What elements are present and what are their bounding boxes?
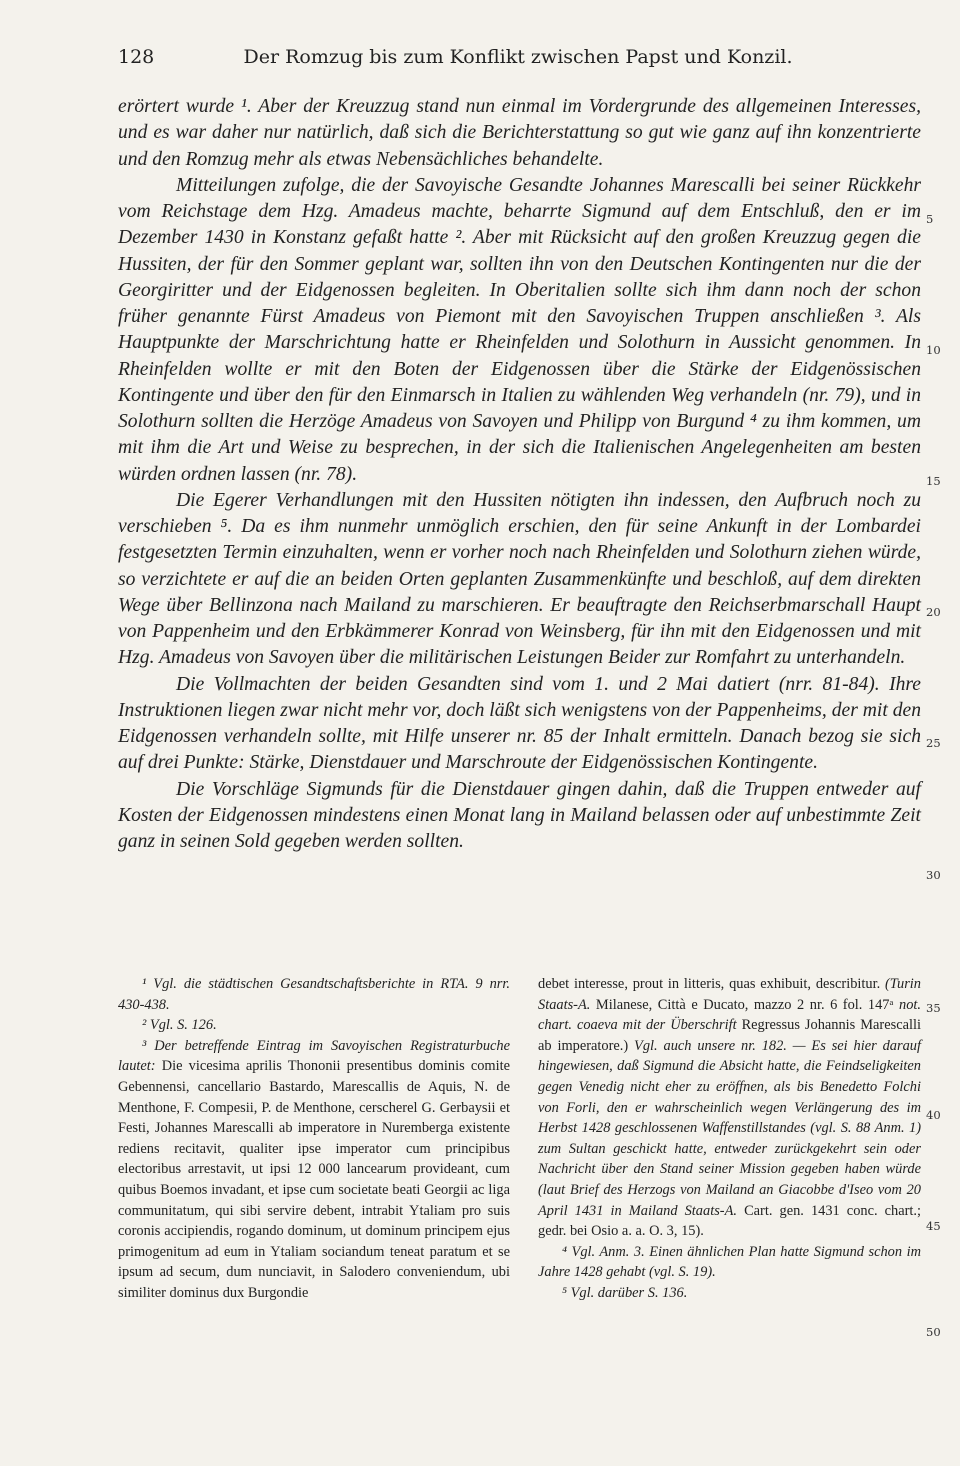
- running-title: Der Romzug bis zum Konflikt zwischen Papst und Konzil.: [243, 46, 793, 68]
- line-number: 10: [926, 343, 941, 357]
- page-number: 128: [118, 46, 155, 68]
- footnotes-right-column: [538, 974, 921, 1304]
- line-number: 50: [926, 1325, 941, 1339]
- footnote-3-archive: Milanese, Città e Ducato, mazzo 2 nr. 6 fol. 147ᵃ: [595, 996, 894, 1013]
- paragraph-1: erörtert wurde ¹. Aber der Kreuzzug stand nun einmal im Vordergrunde des allgemeinen Interesses, und es war daher nur natürlich, daß sich die Berichterstattung so gut wie ganz auf ihn konzentrierte und den Romzug mehr als etwas Nebensächliches behandelte.: [118, 96, 921, 170]
- footnote-3-citation: Cart. gen. 1431 conc. chart.; gedr. bei Osio a. a. O. 3, 15).: [538, 1202, 921, 1240]
- footnote-4: ⁴ Vgl. Anm. 3. Einen ähnlichen Plan hatte Sigmund schon im Jahre 1428 gehabt (vgl. S. 19).: [538, 1243, 921, 1281]
- footnote-3-heading: Regressus Johannis Marescalli ab imperatore.): [538, 1017, 921, 1054]
- paragraph-2: Mitteilungen zufolge, die der Savoyische Gesandte Johannes Marescalli bei seiner Rückkehr vom Reichstage dem Hzg. Amadeus machte, beharrte Sigmund auf dem Entschluß, den er im Dezember 1430 in Konstanz gefaßt hatte ². Aber mit Rücksicht auf den großen Kreuzzug gegen die Hussiten, der für den Sommer geplant war, sollten ihn von den Deutschen Kontingenten nur die der Georgiritter und der Eidgenossen begleiten. In Oberitalien sollte sich ihm dann noch der schon früher genannte Fürst Amadeus von Piemont mit den Savoyischen Truppen anschließen ³. Als Hauptpunkte der Marschrichtung hatte er Rheinfelden und Solothurn in Aussicht genommen. In Rheinfelden wollte er mit den Boten der Eidgenossen über die Stärke der Eidgenössischen Kontingente und über den für den Einmarsch in Italien zu wählenden Weg verhandeln (nr. 79), und in Solothurn sollten die Herzöge Amadeus von Savoyen und Philipp von Burgund ⁴ zu ihm kommen, um mit ihm die Art und Weise zu besprechen, in der sich die Italienischen Angelegenheiten am besten würden ordnen lassen (nr. 78).: [118, 174, 921, 485]
- footnote-3-source: (Turin Staats-A.: [538, 976, 921, 1013]
- paragraph-3: Die Egerer Verhandlungen mit den Hussiten nötigten ihn indessen, den Aufbruch noch zu verschieben ⁵. Da es ihm nunmehr unmöglich erschien, den für seine Ankunft in der Lombardei festgesetzten Termin einzuhalten, wenn er vorher noch nach Rheinfelden und Solothurn ziehen würde, so verzichtete er auf die an beiden Orten geplanten Zusammenkünfte und beschloß, auf dem direkten Wege über Bellinzona nach Mailand zu marschieren. Er beauftragte den Reichserbmarschall Haupt von Pappenheim und den Erbkämmerer Konrad von Weinsberg, für ihn mit den Eidgenossen und mit Hzg. Amadeus von Savoyen über die militärischen Leistungen Beider zur Romfahrt zu unterhandeln.: [118, 489, 921, 669]
- line-number: 5: [926, 212, 934, 226]
- line-number: 30: [926, 868, 941, 882]
- footnote-1: ¹ Vgl. die städtischen Gesandtschaftsberichte in RTA. 9 nrr. 430-438.: [118, 976, 510, 1013]
- footnote-5: ⁵ Vgl. darüber S. 136.: [562, 1284, 688, 1301]
- footnote-3: [118, 1036, 510, 1304]
- paragraph-5: Die Vorschläge Sigmunds für die Dienstdauer gingen dahin, daß die Truppen entweder auf Kosten der Eidgenossen mindestens einen Monat lang in Mailand belassen oder auf unbestimmte Zeit ganz in seinen Sold gegeben werden sollten.: [118, 778, 921, 852]
- line-number: 15: [926, 474, 941, 488]
- footnote-3-note: not. chart. coaeva mit der Überschrift: [538, 996, 921, 1034]
- page-header: [118, 46, 918, 76]
- line-number: 35: [926, 1001, 941, 1015]
- footnote-3-quote: Die vicesima aprilis Thononii presentibus dominis comite Gebennensi, cancellario Bastardo, Marescallis de Aquis, N. de Menthone, F. Compesii, P. de Menthone, cerscherel G. Gerbaysii et Festi, Johannes Marescalli ab imperatore in Nuremberga existente rediens recitavit, qualiter ipse imperator cum principibus electoribus arrestavit, ut ipsi 12 000 lancearum provideant, cum quibus Boemos invadant, et ipse cum societate beati Georgii ac liga communitatum, qui sibi servire debent, intrabit Ytaliam pro suis coronis accipiendis, rogando dominum, ut dominum principem ejus primogenitum ad eum in Ytaliam sociandum teneat paratum et se ipsum ad secum, dum nunciavit, in Salodero conveniendum, ubi similiter dominus dux Burgondie: [118, 1058, 510, 1301]
- main-text: [118, 94, 921, 855]
- footnote-3-remark: Vgl. auch unsere nr. 182. — Es sei hier darauf hingewiesen, daß Sigmund die Absicht hatte, die Feindseligkeiten gegen Venedig nicht eher zu eröffnen, als bis Benedetto Folchi von Forli, den er wahrscheinlich wegen Verlängerung des im Herbst 1428 geschlossenen Waffenstillstandes (vgl. S. 88 Anm. 1) zum Sultan geschickt hatte, entweder zurückgekehrt sein oder Nachricht über den Stand seiner Mission gegeben haben würde (laut Brief des Herzogs von Mailand an Giacobbe d'Iseo vom 20 April 1431 in Mailand Staats-A.: [538, 1037, 921, 1219]
- line-number: 20: [926, 605, 941, 619]
- footnote-3-quote-end: debet interesse, prout in litteris, quas exhibuit, describitur.: [538, 976, 881, 992]
- line-number: 25: [926, 736, 941, 750]
- footnote-2: ² Vgl. S. 126.: [142, 1017, 217, 1034]
- paragraph-4: Die Vollmachten der beiden Gesandten sind vom 1. und 2 Mai datiert (nrr. 81-84). Ihre Instruktionen liegen zwar nicht mehr vor, doch läßt sich wenigstens von der Pappenheims, der mit den Eidgenossen verhandeln sollte, mit Hilfe unserer nr. 85 der Inhalt ermitteln. Danach bezog sie sich auf drei Punkte: Stärke, Dienstdauer und Marschroute der Eidgenössischen Kontingente.: [118, 673, 921, 774]
- footnote-3-intro: ³ Der betreffende Eintrag im Savoyischen Registraturbuche lautet:: [118, 1037, 510, 1075]
- footnotes-left-column: [118, 974, 510, 1304]
- footnote-3-continued: [538, 974, 921, 1242]
- line-number: 40: [926, 1108, 941, 1122]
- line-number: 45: [926, 1219, 941, 1233]
